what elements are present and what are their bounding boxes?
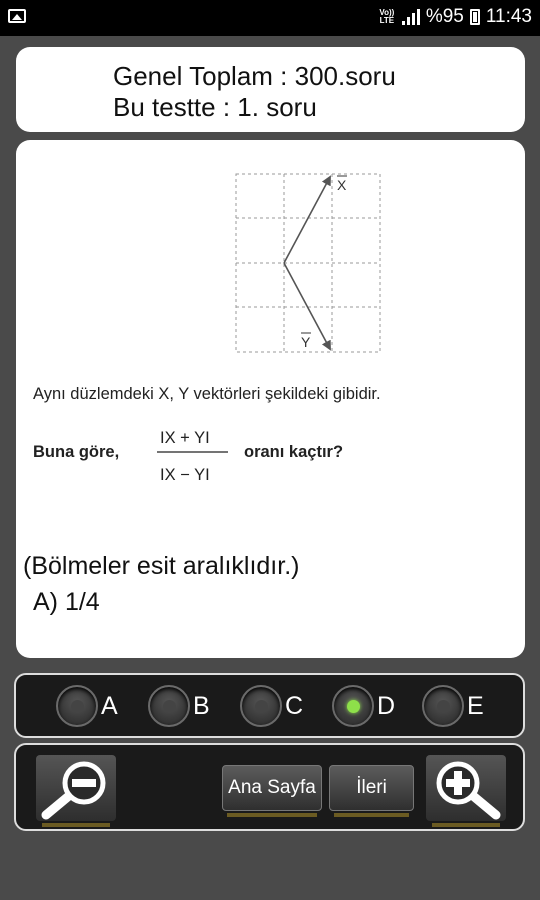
answer-options-bar xyxy=(14,673,525,738)
vector-x xyxy=(284,177,330,263)
battery-icon xyxy=(470,9,480,25)
next-button[interactable] xyxy=(329,765,414,811)
question-counter-card xyxy=(16,47,525,132)
question-prompt-right: oranı kaçtır? xyxy=(244,443,344,461)
battery-percent: %95 xyxy=(425,6,464,27)
option-c-label: C xyxy=(285,691,304,720)
next-button-label: İleri xyxy=(356,777,387,798)
radio-b[interactable] xyxy=(148,685,190,727)
test-question-count: Bu testte : 1. soru xyxy=(113,92,317,122)
option-a-label: A xyxy=(101,691,118,720)
question-sentence: Aynı düzlemdeki X, Y vektörleri şekildeki gibidir. xyxy=(33,385,381,403)
option-c[interactable] xyxy=(240,685,303,727)
status-bar xyxy=(0,0,540,36)
radio-d[interactable] xyxy=(332,685,374,727)
option-e-label: E xyxy=(467,691,484,720)
radio-a[interactable] xyxy=(56,685,98,727)
grid xyxy=(236,174,380,352)
option-d[interactable] xyxy=(332,685,395,727)
zoom-out-icon xyxy=(36,755,116,821)
radio-e[interactable] xyxy=(422,685,464,727)
gallery-notification-icon xyxy=(8,9,26,23)
total-question-count: Genel Toplam : 300.soru xyxy=(113,61,396,91)
radio-c[interactable] xyxy=(240,685,282,727)
status-right-group xyxy=(378,6,532,28)
vector-y-label: Y xyxy=(301,334,311,350)
option-a[interactable] xyxy=(56,685,118,727)
home-button-label: Ana Sayfa xyxy=(228,777,316,798)
option-b[interactable] xyxy=(148,685,210,727)
home-button[interactable] xyxy=(222,765,322,811)
bottom-toolbar xyxy=(14,743,525,831)
option-b-label: B xyxy=(193,691,210,720)
clock: 11:43 xyxy=(485,6,532,27)
fraction-denominator: IX − YI xyxy=(160,466,210,484)
volte-indicator: Vo)) LTE xyxy=(379,8,395,25)
zoom-out-button[interactable] xyxy=(36,755,116,821)
question-card xyxy=(16,140,525,658)
signal-icon xyxy=(402,9,420,25)
question-prompt-left: Buna göre, xyxy=(33,443,120,461)
zoom-in-button[interactable] xyxy=(426,755,506,821)
fraction-numerator: IX + YI xyxy=(160,429,210,447)
option-d-label: D xyxy=(377,691,396,720)
zoom-in-icon xyxy=(426,755,506,821)
question-note: (Bölmeler esit aralıklıdır.) xyxy=(23,552,300,580)
option-e[interactable] xyxy=(422,685,484,727)
vector-x-label: X xyxy=(337,177,347,193)
answer-text: A) 1/4 xyxy=(33,588,100,616)
